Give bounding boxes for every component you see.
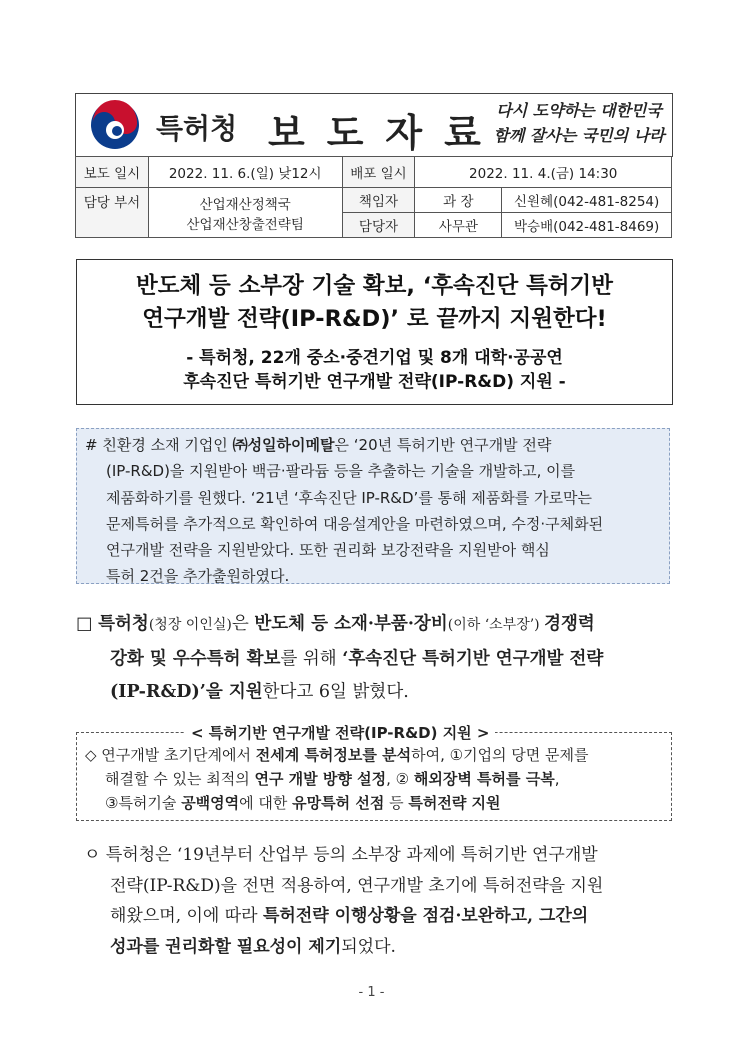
department-line-2: 산업재산창출전략팀 [186,216,304,233]
detail-line-3-b: 특허전략 이행상황을 점검·보완하고, 그간의 [263,906,589,926]
company-name: ㈜성일하이메탈 [232,436,335,454]
case-line-1-text: # 친환경 소재 기업인 [85,436,233,454]
department-value [148,188,342,238]
ip-rnd-line-2-c: , ② [386,770,414,788]
detail-line-4 [84,932,684,963]
ip-rnd-line-3 [105,791,501,815]
lead-particle: 은 [231,614,255,634]
department-line-1: 산업재산정책국 [199,196,291,213]
ip-rnd-line-3-d: 유망특허 선점 [292,794,385,812]
detail-line-4-b: 되었다. [341,936,396,957]
staff-title: 사무관 [415,213,502,238]
case-line-5: 연구개발 전략을 지원받았다. 또한 권리화 보강전략을 지원받아 핵심 [106,541,550,560]
ip-rnd-line-1-c: 하여, ①기업의 당면 문제를 [411,746,589,764]
ip-rnd-definition-box [76,724,672,821]
responsible-title: 과 장 [415,188,502,213]
headline-line-2: 연구개발 전략(IP-R&D)’ 로 끝까지 지원한다! [142,306,607,332]
lead-agency: 특허청 [98,614,149,634]
headline-line-1: 반도체 등 소부장 기술 확보, ‘후속진단 특허기반 [135,273,614,299]
lead-program: ‘후속진단 특허기반 연구개발 전략 [342,648,604,669]
ip-rnd-line-1-b: 전세계 특허정보를 분석 [255,746,412,764]
case-line-4: 문제특허를 추가적으로 확인하여 대응설계안을 마련하였으며, 수정·구체화된 [106,514,604,533]
lead-announced: 한다고 6일 밝혔다. [262,682,409,702]
lead-paragraph [76,608,676,710]
ip-rnd-line-3-e: 등 [384,794,409,812]
detail-line-2: 전략(IP-R&D)을 전면 적용하여, 연구개발 초기에 특허전략을 지원 [110,875,604,896]
lead-commissioner: (청장 이인실) [148,617,232,633]
lead-program-end: (IP-R&D)’을 지원 [110,682,263,702]
lead-industry: 반도체 등 소재·부품·장비 [254,614,448,634]
ip-rnd-line-2-b: 연구 개발 방향 설정 [254,770,387,788]
case-example-box [76,428,670,584]
ip-rnd-line-1-a: ◇ 연구개발 초기단계에서 [85,746,256,764]
ip-rnd-line-2-e: , [554,770,560,788]
case-line-1 [85,432,665,458]
ip-rnd-line-2-a: 해결할 수 있는 최적의 [105,770,255,788]
release-info-table [75,156,672,238]
headline-box [76,259,673,405]
ip-rnd-line-3-f: 특허전략 지원 [408,794,501,812]
ip-rnd-line-1 [85,743,589,767]
subtitle-line-2: 후속진단 특허기반 연구개발 전략(IP-R&D) 지원 - [183,372,566,392]
detail-line-3 [84,901,684,932]
responsible-label: 책임자 [342,188,415,213]
detail-line-1 [84,840,684,871]
detail-line-4-a: 성과를 권리화할 필요성이 제기 [110,936,342,957]
staff-label: 담당자 [342,213,415,238]
case-line-1-rest: 은 ‘20년 특허기반 연구개발 전략 [334,436,552,454]
responsible-contact: 신원혜(042-481-8254) [502,188,672,213]
lead-goal: 강화 및 우수특허 확보 [110,648,281,669]
ip-rnd-line-3-a: ③특허기술 [105,794,182,812]
square-bullet: □ [76,614,93,634]
lead-line-2 [76,643,676,677]
case-line-6: 특허 2건을 추가출원하였다. [106,567,290,586]
agency-name: 특허청 [156,112,238,145]
detail-paragraph [84,840,684,962]
press-header [75,93,673,157]
subtitle-line-1: - 특허청, 22개 중소·중견기업 및 8개 대학·공공연 [186,348,563,368]
detail-line-1-text: 특허청은 ‘19년부터 산업부 등의 소부장 과제에 특허기반 연구개발 [105,845,598,865]
slogan-line-2: 함께 잘사는 국민의 나라 [493,126,665,145]
ip-rnd-line-2-d: 해외장벽 특허를 극복 [413,770,555,788]
government-slogan [486,98,672,148]
slogan-line-1: 다시 도약하는 대한민국 [496,101,662,120]
ip-rnd-line-2 [105,767,559,791]
distribute-date-value: 2022. 11. 4.(금) 14:30 [415,157,672,188]
case-line-2: (IP-R&D)을 지원받아 백금·팔라듐 등을 추출하는 기술을 개발하고, 이를 [106,462,576,481]
press-release-title: 보도자료 [268,111,503,155]
distribute-date-label: 배포 일시 [342,157,415,188]
detail-line-3-a: 해왔으며, 이에 따라 [110,906,263,926]
taegeuk-logo-icon [90,100,140,150]
lead-line-1 [76,608,676,643]
staff-contact: 박승배(042-481-8469) [502,213,672,238]
ip-rnd-line-3-b: 공백영역 [181,794,240,812]
ip-rnd-line-3-c: 에 대한 [239,794,293,812]
case-line-3: 제품화하기를 원했다. ‘21년 ‘후속진단 IP-R&D’를 통해 제품화를 가로막는 [106,488,593,507]
circle-bullet: ㅇ [84,845,101,865]
ip-rnd-box-heading: < 특허기반 연구개발 전략(IP-R&D) 지원 > [185,722,495,743]
lead-line-3 [76,676,676,710]
lead-competitiveness: 경쟁력 [544,614,595,634]
release-date-value: 2022. 11. 6.(일) 낮12시 [148,157,342,188]
lead-for: 를 위해 [280,648,343,669]
page-number: - 1 - [358,985,385,1000]
release-date-label: 보도 일시 [76,157,149,188]
department-label: 담당 부서 [76,188,149,238]
lead-abbrev: (이하 ‘소부장’) [447,617,545,633]
